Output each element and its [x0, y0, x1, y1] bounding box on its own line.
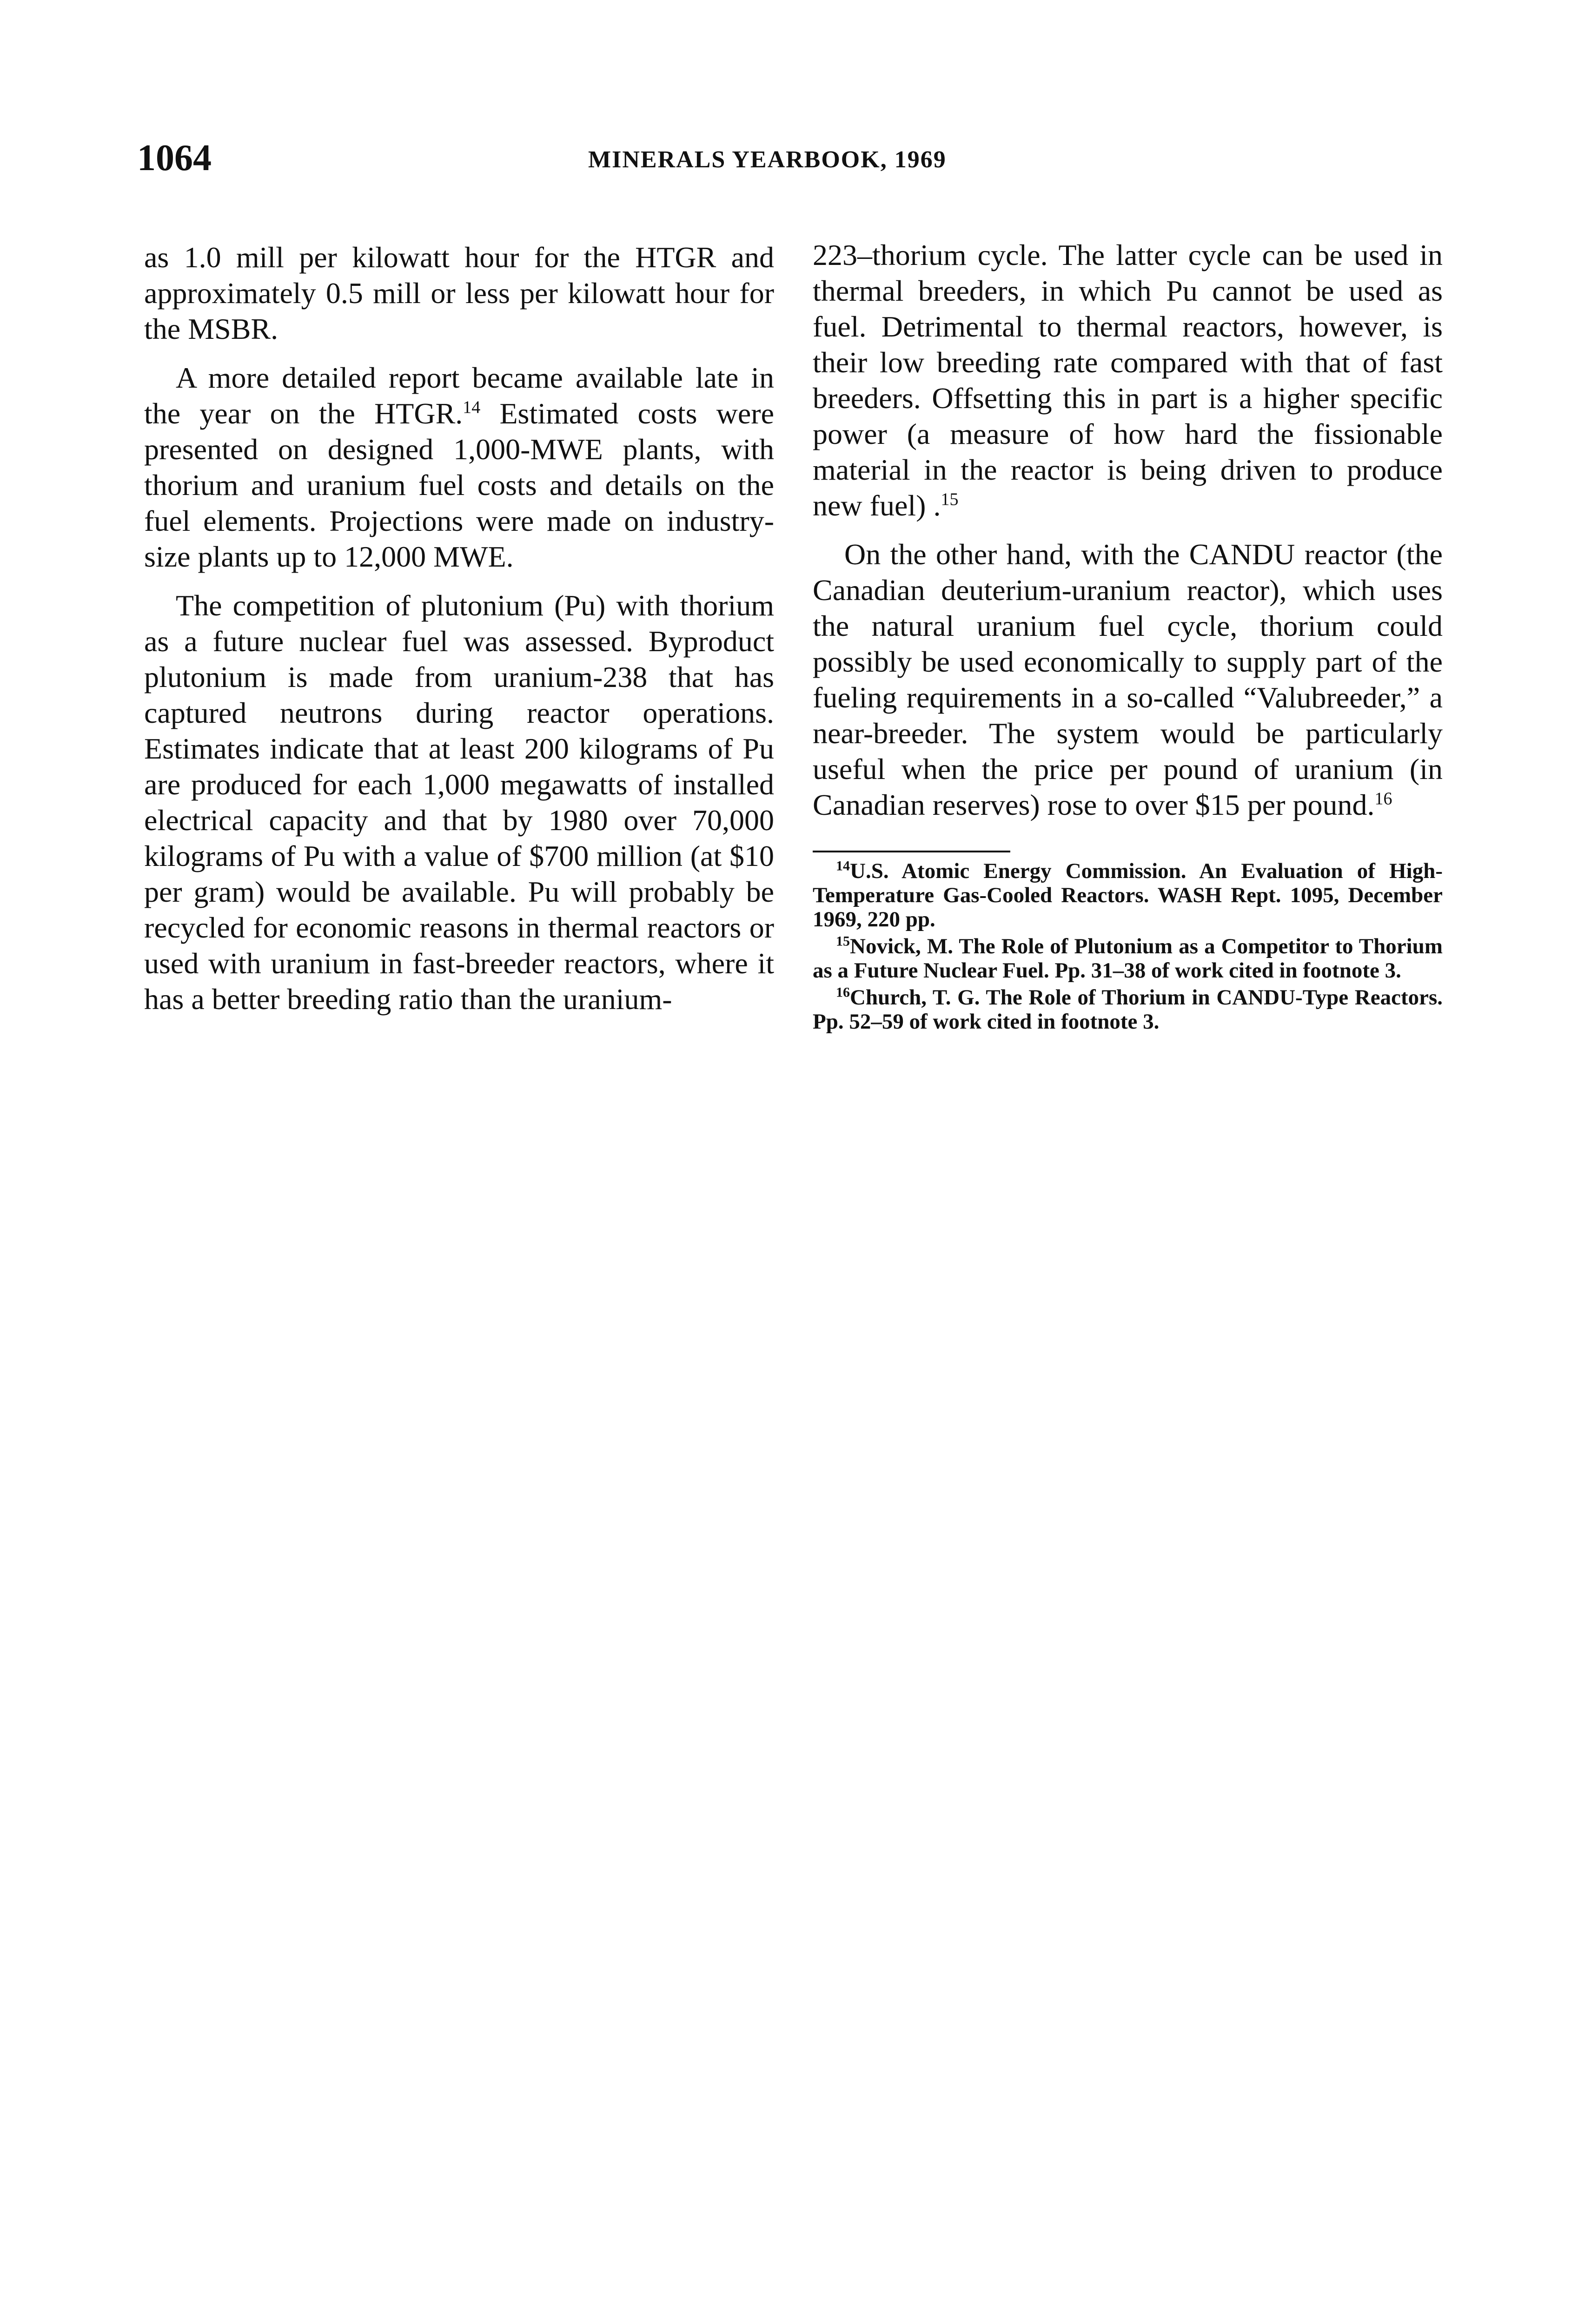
paragraph-thorium-cycle-text: 223–thorium cycle. The latter cycle can be used in thermal breeders, in which Pu cannot be used as fuel. Detrimental to thermal reactors, however, is their low breeding rate compared with that of fast breeders. Offsetting this in part is a higher specific power (a measure of how hard the fissionable material in the reactor is being driven to produce new fuel) .: [813, 238, 1443, 522]
paragraph-candu-reactor: [813, 536, 1443, 823]
footnotes: [813, 859, 1443, 1034]
footnote-number: 15: [836, 933, 850, 949]
footnote-text: Novick, M. The Role of Plutonium as a Competitor to Thorium as a Future Nuclear Fuel. Pp. 31–38 of work cited in footnote 3.: [813, 934, 1443, 983]
page-number: 1064: [137, 138, 212, 178]
footnote-divider: [813, 851, 1010, 852]
right-column: [813, 237, 1443, 1034]
footnote-number: 16: [836, 984, 850, 1000]
paragraph-candu-reactor-text: On the other hand, with the CANDU reactor (the Canadian deuterium-uranium reactor), which uses the natural uranium fuel cycle, thorium could possibly be used economically to supply part of the fueling requirements in a so-called “Valubreeder,” a near-breeder. The system would be particularly useful when the price per pound of uranium (in Canadian reserves) rose to over $15 per pound.: [813, 538, 1443, 821]
paragraph-plutonium-competition: The competition of plutonium (Pu) with thorium as a future nuclear fuel was assessed. Byproduct plutonium is made from uranium-238 that has captured neutrons during reactor operations. Estimates indicate that at least 200 kilograms of Pu are produced for each 1,000 megawatts of installed electrical capacity and that by 1980 over 70,000 kilograms of Pu with a value of $700 million (at $10 per gram) would be available. Pu will probably be recycled for economic reasons in thermal reactors or used with uranium in fast-breeder reactors, where it has a better breeding ratio than the uranium-: [144, 589, 774, 1016]
footnote-text: Church, T. G. The Role of Thorium in CANDU-Type Reactors. Pp. 52–59 of work cited in footnote 3.: [813, 985, 1443, 1034]
left-column: [144, 239, 774, 1017]
footnote-ref-14: 14: [463, 397, 481, 417]
footnote-16: [813, 985, 1443, 1034]
footnote-number: 14: [836, 858, 850, 874]
footnote-15: [813, 934, 1443, 983]
footnote-text: U.S. Atomic Energy Commission. An Evaluation of High-Temperature Gas-Cooled Reactors. WASH Rept. 1095, December 1969, 220 pp.: [813, 859, 1443, 931]
running-head: MINERALS YEARBOOK, 1969: [588, 146, 947, 173]
footnote-ref-15: 15: [941, 489, 959, 509]
footnote-ref-16: 16: [1374, 789, 1392, 809]
paragraph-thorium-cycle: [813, 237, 1443, 523]
paragraph-htgr-report-text-a: A more detailed report became available late in the year on the HTGR.: [144, 361, 774, 430]
footnote-14: [813, 859, 1443, 931]
paragraph-htgr-report: [144, 360, 774, 574]
paragraph-msbr-cost: as 1.0 mill per kilowatt hour for the HTGR and approximately 0.5 mill or less per kilowatt hour for the MSBR.: [144, 241, 774, 345]
paragraph-htgr-report-text-b: Estimated costs were presented on designed 1,000-MWE plants, with thorium and uranium fuel costs and details on the fuel elements. Projections were made on industry-size plants up to 12,000 MWE.: [144, 397, 775, 573]
